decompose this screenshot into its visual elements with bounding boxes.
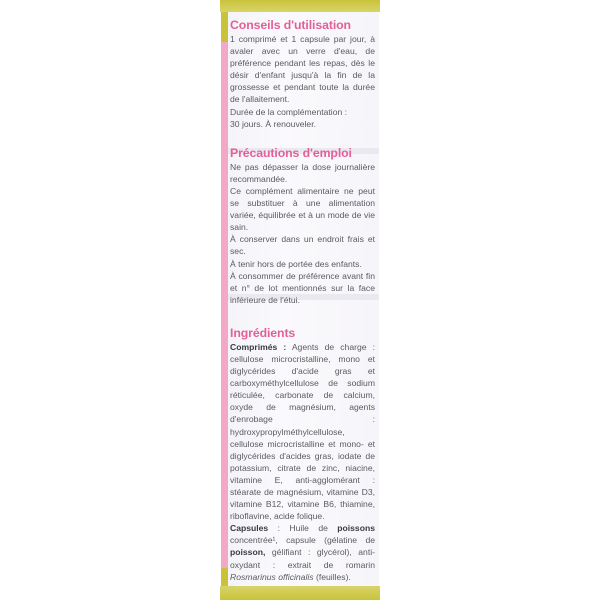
capsules-label: Capsules [230,523,269,534]
ingredients-heading: Ingrédients [230,325,296,340]
duration-label: Durée de la complémentation : [230,106,348,117]
capsules-text: : Huile de [268,523,338,534]
precaution-expiry: À consommer de préférence avant fin et n° de lot mentionnés sur la face inférieure de l'étui. [230,270,375,305]
box-bottom-edge [220,586,380,600]
package-side-panel [221,12,379,586]
precaution-dose: Ne pas dépasser la dose journalière recommandée. [230,161,375,184]
allergen-fish: poissons [337,523,375,534]
precautions-heading: Précautions d'emploi [230,145,352,160]
precaution-diet: Ce complément alimentaire ne peut se substituer à une alimentation variée, équilibrée et à un mode de vie sain. [230,185,375,233]
label-text [230,18,375,595]
stripe-bottom-gold [221,568,228,586]
allergen-fish: poisson, [230,547,266,558]
pink-edge-stripe [221,12,228,586]
capsules-ingredients [230,522,375,582]
box-top-edge [220,0,380,12]
capsules-text: concentrée¹, capsule (gélatine de [230,535,375,546]
capsules-text: (feuilles). [313,571,351,582]
usage-section [230,18,375,130]
precaution-storage: À conserver dans un endroit frais et sec. [230,234,375,257]
usage-heading: Conseils d'utilisation [230,18,351,32]
latin-name: Rosmarinus officinalis [230,571,314,582]
duration-value: 30 jours. À renouveler. [230,118,316,129]
tablets-ingredients [230,341,375,522]
usage-text: 1 comprimé et 1 capsule par jour, à avaler avec un verre d'eau, de préférence pendant les repas, dès le désir d'enfant jusqu'à la fin de la grossesse et pendant toute la durée de l'allaitement. [230,34,375,105]
stripe-top-gold [221,12,228,42]
tablets-text: Agents de charge : cellulose microcristalline, mono et diglycérides d'acide gras et carboxyméthylcellulose de sodium réticulée, carbonate de calcium, oxyde de magnésium, agents d'enrobage : hydroxypropylméthylcellulose, cellulose microcristalline et mono- et diglycérides d'acides gras, iodate de potassium, citrate de zinc, niacine, vitamine E, anti-agglomérant : stéarate de magnésium, vitamine D3, vitamine B12, vitamine B6, thiamine, riboflavine, acide folique. [230,341,375,522]
capsules-text: gélifiant : glycérol), anti-oxydant : extrait de romarin [230,547,375,570]
ingredients-section [230,326,375,595]
precaution-children: À tenir hors de portée des enfants. [230,258,362,269]
tablets-label: Comprimés : [230,341,287,352]
precautions-section [230,146,375,306]
